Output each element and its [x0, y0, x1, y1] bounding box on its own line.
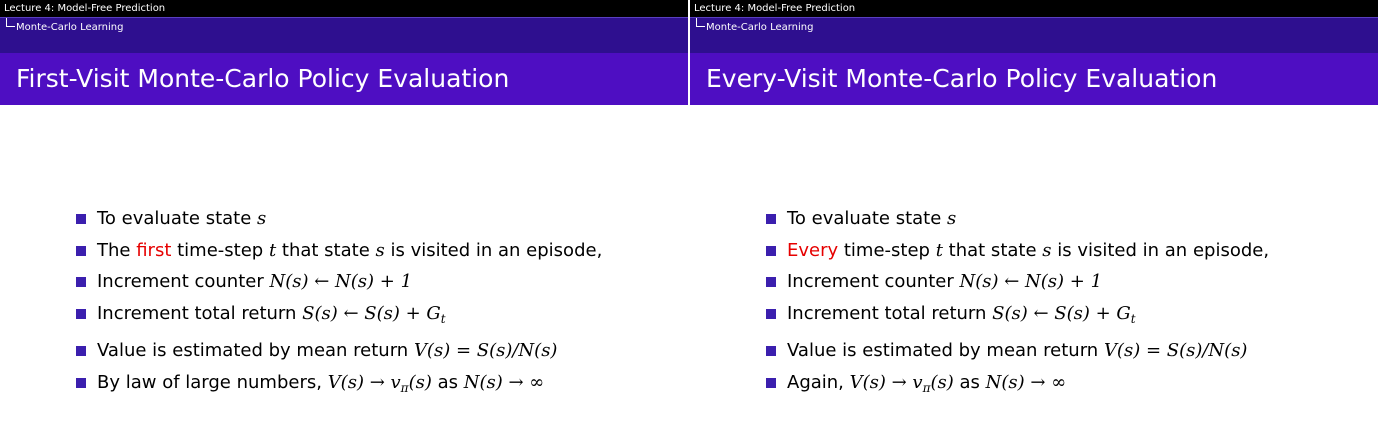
- list-item: [76, 335, 602, 367]
- bullet-square-icon: [766, 246, 776, 256]
- item-highlight: Every: [787, 239, 839, 261]
- bullet-list: [766, 203, 1269, 404]
- section-header: [690, 17, 1378, 35]
- item-subscript: t: [440, 311, 446, 326]
- item-math: N(s) → ∞: [985, 371, 1067, 393]
- item-text: as: [953, 371, 986, 393]
- item-math: t: [935, 239, 943, 261]
- item-text: Value is estimated by mean return: [97, 340, 414, 361]
- header-band: [0, 35, 688, 55]
- lecture-header: Lecture 4: Model-Free Prediction: [0, 0, 688, 17]
- section-label: Monte-Carlo Learning: [16, 22, 124, 33]
- list-item: [766, 335, 1269, 367]
- section-label: Monte-Carlo Learning: [706, 22, 814, 33]
- item-subscript: π: [400, 380, 409, 395]
- tree-corner-icon: [696, 18, 705, 27]
- item-math: N(s) → ∞: [463, 371, 545, 393]
- item-math: s: [257, 208, 267, 229]
- bullet-square-icon: [76, 214, 86, 224]
- item-text: Again,: [787, 371, 850, 393]
- lecture-header: Lecture 4: Model-Free Prediction: [690, 0, 1378, 17]
- list-item: [76, 266, 602, 298]
- slide-title: First-Visit Monte-Carlo Policy Evaluation: [0, 53, 688, 105]
- list-item: [766, 203, 1269, 235]
- slide-every-visit: [690, 0, 1378, 427]
- item-text: Increment total return: [97, 302, 303, 324]
- bullet-list: [76, 203, 602, 404]
- item-math: S(s) ← S(s) + G: [302, 302, 441, 324]
- item-math: t: [268, 239, 277, 261]
- item-text: that state: [276, 239, 376, 261]
- list-item: [766, 266, 1269, 298]
- item-math: N(s) ← N(s) + 1: [269, 271, 413, 292]
- item-math: V(s) = S(s)/N(s): [1103, 340, 1248, 361]
- item-text: The: [97, 239, 137, 261]
- item-text: Increment total return: [787, 302, 993, 324]
- slide-title: Every-Visit Monte-Carlo Policy Evaluation: [690, 53, 1378, 105]
- list-item: [766, 298, 1269, 336]
- list-item: [76, 203, 602, 235]
- item-math: (s): [930, 371, 954, 393]
- item-math: s: [375, 239, 385, 261]
- item-text: as: [431, 371, 464, 393]
- list-item: [76, 367, 602, 405]
- bullet-square-icon: [766, 214, 776, 224]
- slide-first-visit: [0, 0, 688, 427]
- bullet-square-icon: [76, 309, 86, 319]
- bullet-square-icon: [76, 378, 86, 388]
- item-math: S(s) ← S(s) + G: [992, 302, 1131, 324]
- bullet-square-icon: [76, 277, 86, 287]
- bullet-square-icon: [766, 309, 776, 319]
- item-math: (s): [408, 371, 432, 393]
- bullet-square-icon: [766, 378, 776, 388]
- list-item: [76, 235, 602, 267]
- item-text: time-step: [838, 239, 936, 261]
- tree-corner-icon: [6, 18, 15, 27]
- item-text: time-step: [171, 239, 269, 261]
- bullet-square-icon: [766, 277, 776, 287]
- list-item: [766, 235, 1269, 267]
- item-text: that state: [942, 239, 1043, 261]
- bullet-square-icon: [766, 346, 776, 356]
- header-band: [690, 35, 1378, 55]
- list-item: [76, 298, 602, 336]
- item-text: Increment counter: [787, 271, 960, 292]
- item-text: Increment counter: [97, 271, 270, 292]
- item-subscript: t: [1130, 311, 1136, 326]
- item-text: To evaluate state: [97, 208, 258, 229]
- item-text: By law of large numbers,: [97, 371, 328, 393]
- item-math: s: [1042, 239, 1052, 261]
- item-math: N(s) ← N(s) + 1: [959, 271, 1103, 292]
- item-text: is visited in an episode,: [1051, 239, 1270, 261]
- item-math: V(s) = S(s)/N(s): [413, 340, 558, 361]
- item-text: Value is estimated by mean return: [787, 340, 1104, 361]
- item-subscript: π: [922, 380, 931, 395]
- item-highlight: first: [136, 239, 172, 261]
- item-text: is visited in an episode,: [384, 239, 603, 261]
- list-item: [766, 367, 1269, 405]
- section-header: [0, 17, 688, 35]
- item-math: V(s) → v: [327, 371, 401, 393]
- bullet-square-icon: [76, 346, 86, 356]
- bullet-square-icon: [76, 246, 86, 256]
- item-text: To evaluate state: [787, 208, 948, 229]
- item-math: s: [947, 208, 957, 229]
- item-math: V(s) → v: [849, 371, 923, 393]
